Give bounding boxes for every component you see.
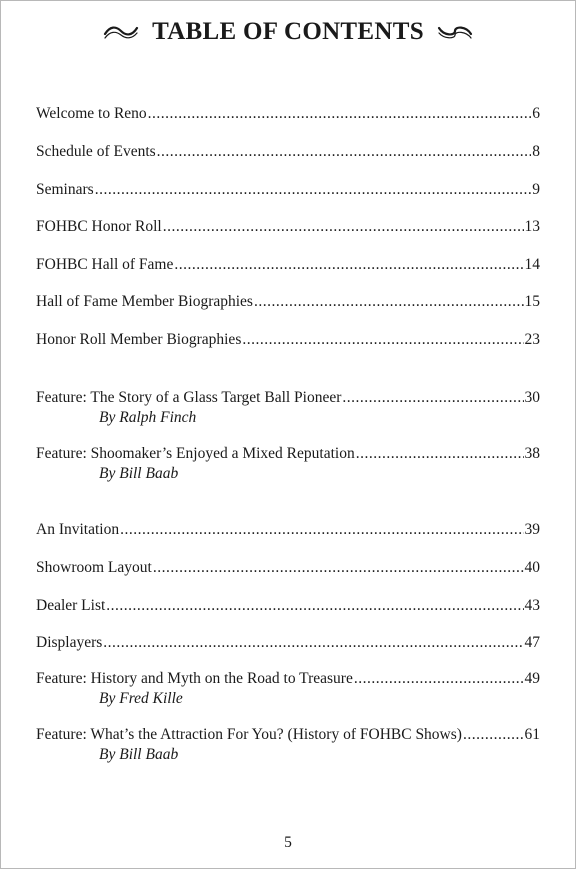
entry-title: Dealer List — [36, 597, 106, 614]
dot-leader — [157, 142, 532, 161]
entry-title: Seminars — [36, 181, 94, 198]
dot-leader — [354, 669, 524, 688]
toc-entry[interactable] — [36, 180, 540, 199]
entry-page: 61 — [524, 726, 540, 743]
entry-title: Feature: What’s the Attraction For You? (History of FOHBC Shows) — [36, 726, 462, 743]
page-number: 5 — [284, 834, 292, 851]
toc-entry[interactable] — [36, 217, 540, 236]
dot-leader — [106, 596, 523, 615]
entry-title: Feature: Shoomaker’s Enjoyed a Mixed Reputation — [36, 445, 355, 462]
dot-leader — [242, 330, 523, 349]
dot-leader — [174, 255, 523, 274]
dot-leader — [153, 558, 524, 577]
entry-page: 30 — [524, 389, 540, 406]
entry-page: 8 — [532, 143, 540, 160]
dot-leader — [163, 217, 524, 236]
entry-title: Schedule of Events — [36, 143, 156, 160]
entry-author: By Fred Kille — [99, 690, 183, 707]
entry-page: 40 — [524, 559, 540, 576]
entry-author: By Bill Baab — [99, 465, 179, 482]
toc-entry[interactable] — [36, 388, 540, 427]
entry-author: By Bill Baab — [99, 746, 179, 763]
entry-title: Displayers — [36, 634, 103, 651]
entry-page: 47 — [524, 634, 540, 651]
dot-leader — [463, 725, 524, 744]
dot-leader — [342, 388, 523, 407]
toc-entry[interactable] — [36, 444, 540, 483]
dot-leader — [254, 292, 524, 311]
entry-page: 14 — [524, 256, 540, 273]
toc-entry[interactable] — [36, 669, 540, 708]
toc-entry[interactable] — [36, 142, 540, 161]
dot-leader — [120, 520, 523, 539]
page-title: TABLE OF CONTENTS — [152, 18, 424, 45]
toc-entry[interactable] — [36, 633, 540, 652]
toc-entry[interactable] — [36, 104, 540, 123]
entry-title: Showroom Layout — [36, 559, 152, 576]
toc-entry[interactable] — [36, 596, 540, 615]
entry-title: An Invitation — [36, 521, 120, 538]
right-flourish-icon — [436, 23, 474, 41]
toc-entry[interactable] — [36, 558, 540, 577]
toc-entry[interactable] — [36, 255, 540, 274]
entry-page: 49 — [524, 670, 540, 687]
dot-leader — [356, 444, 524, 463]
entry-title: Welcome to Reno — [36, 105, 147, 122]
toc-entry[interactable] — [36, 330, 540, 349]
entry-title: FOHBC Hall of Fame — [36, 256, 174, 273]
left-flourish-icon — [102, 23, 140, 41]
toc-entry[interactable] — [36, 520, 540, 539]
toc-header — [0, 18, 576, 46]
entry-page: 6 — [532, 105, 540, 122]
entry-page: 43 — [524, 597, 540, 614]
entry-page: 15 — [524, 293, 540, 310]
entry-page: 13 — [524, 218, 540, 235]
toc-entry[interactable] — [36, 292, 540, 311]
entry-page: 9 — [532, 181, 540, 198]
dot-leader — [103, 633, 523, 652]
entry-page: 38 — [524, 445, 540, 462]
entry-title: FOHBC Honor Roll — [36, 218, 162, 235]
dot-leader — [148, 104, 532, 123]
entry-title: Feature: The Story of a Glass Target Ball Pioneer — [36, 389, 342, 406]
entry-author: By Ralph Finch — [99, 409, 197, 426]
dot-leader — [95, 180, 532, 199]
entry-title: Feature: History and Myth on the Road to Treasure — [36, 670, 353, 687]
entry-page: 39 — [524, 521, 540, 538]
entry-page: 23 — [524, 331, 540, 348]
entry-title: Hall of Fame Member Biographies — [36, 293, 253, 310]
entry-title: Honor Roll Member Biographies — [36, 331, 242, 348]
toc-entry[interactable] — [36, 725, 540, 764]
